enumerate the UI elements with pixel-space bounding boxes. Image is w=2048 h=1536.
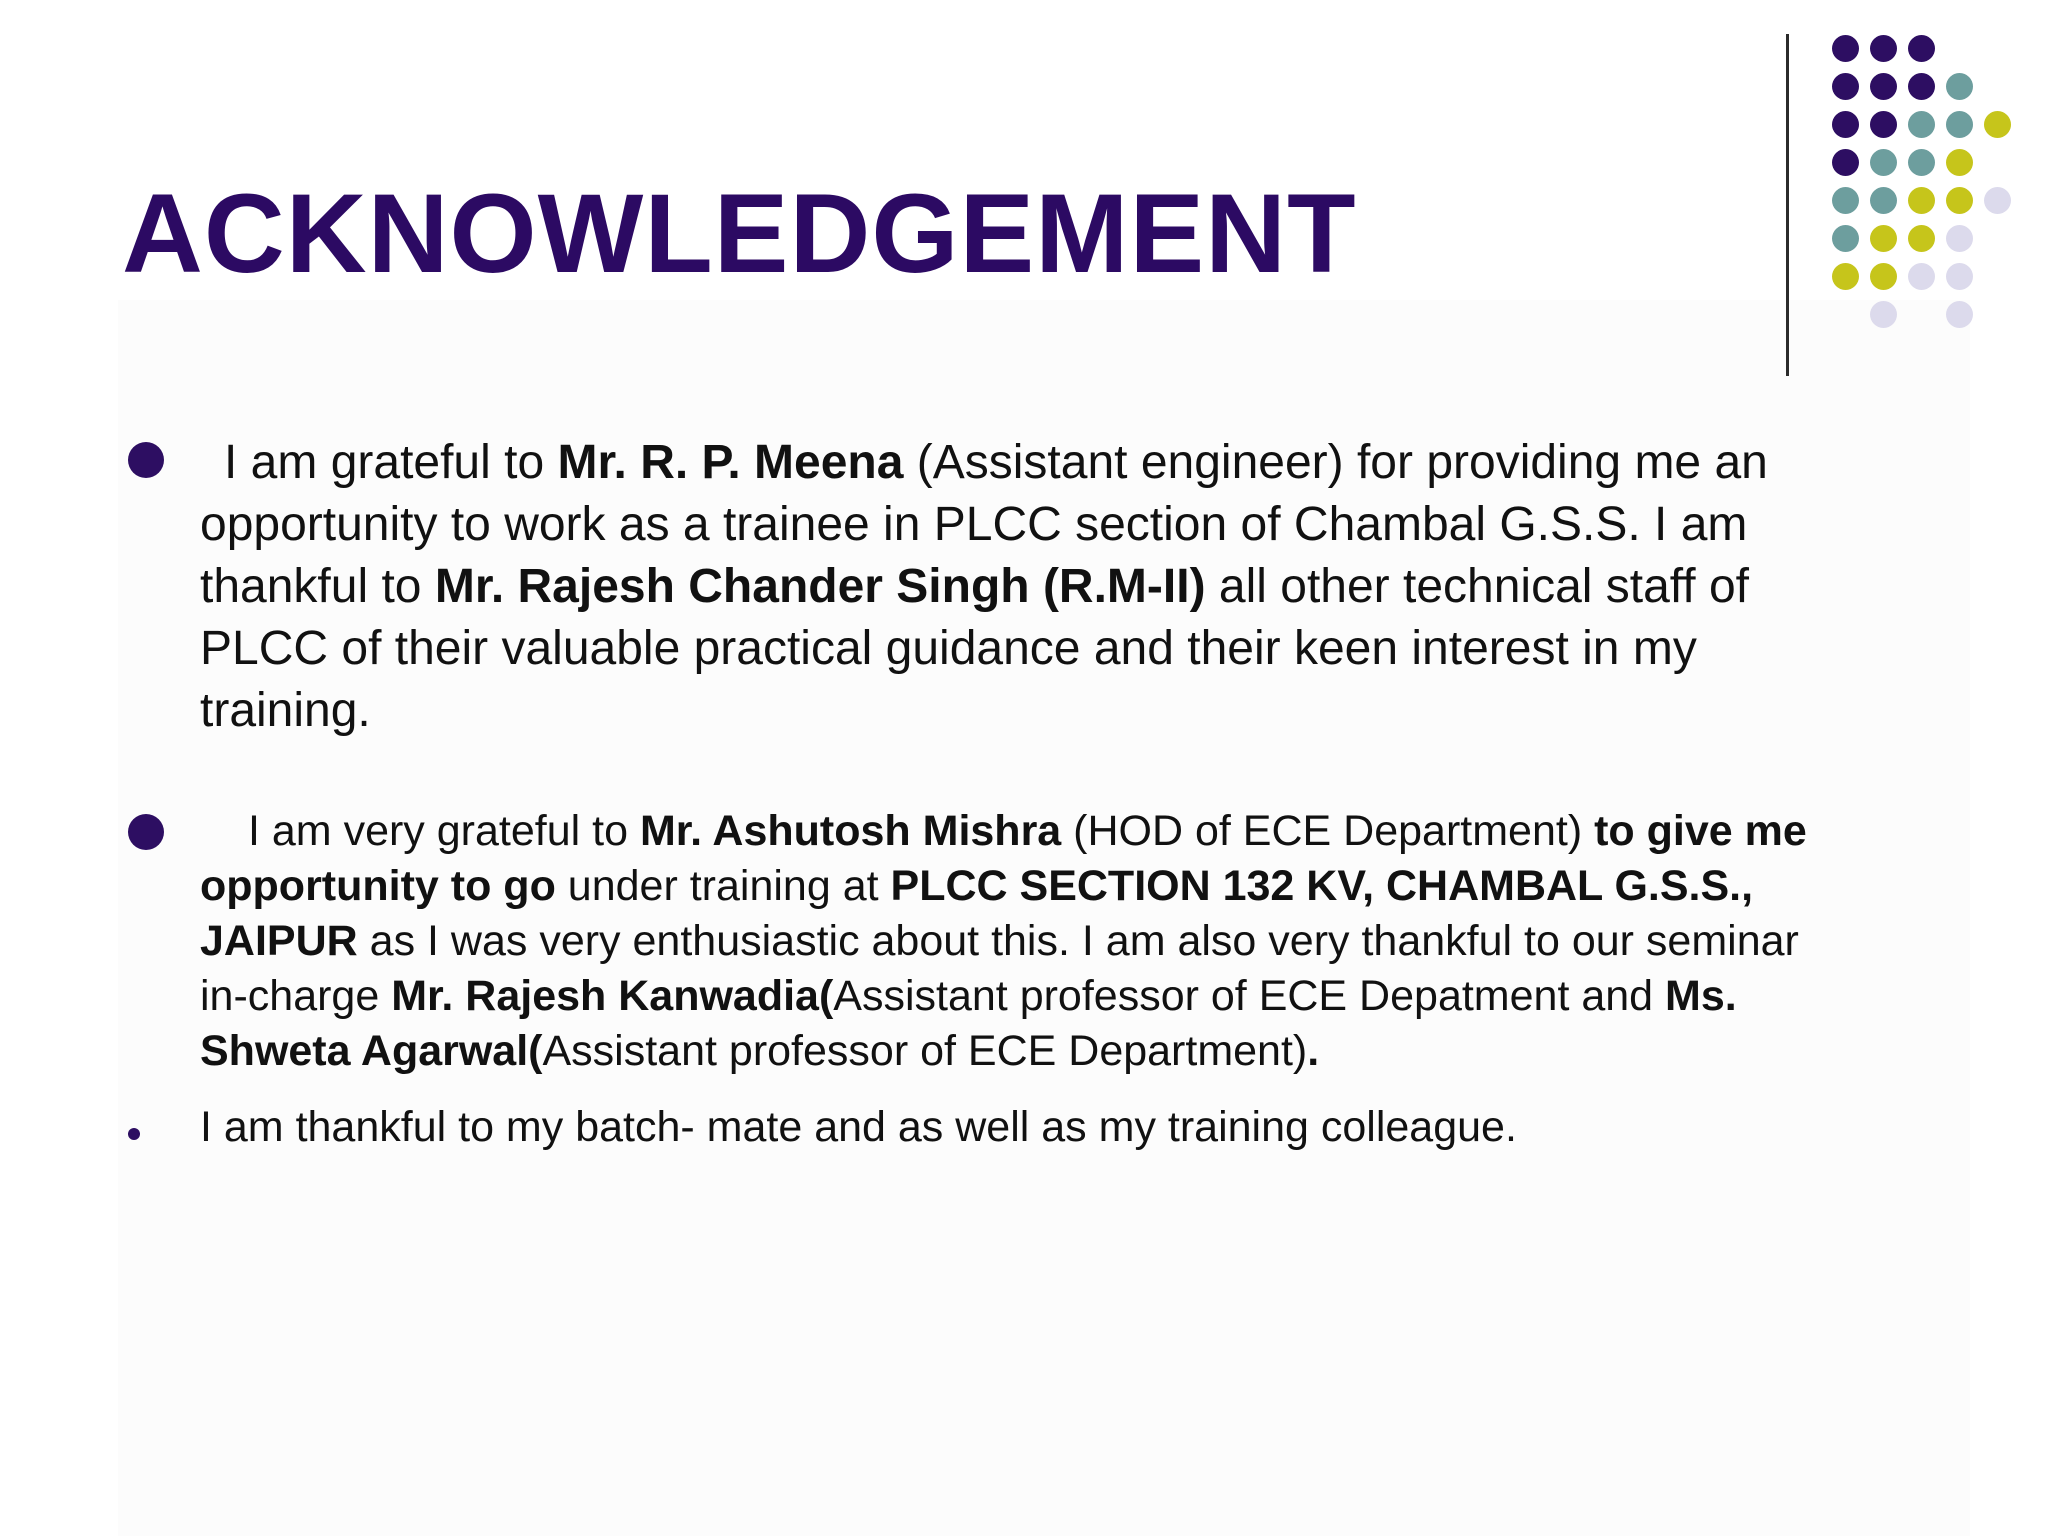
text-run-bold: JAIPUR <box>200 917 358 965</box>
text-run: I am grateful to <box>224 436 558 489</box>
dot <box>1946 225 1973 252</box>
divider-line <box>1786 34 1789 376</box>
text-line <box>200 969 1940 1024</box>
dot <box>1832 73 1859 100</box>
dot <box>1832 35 1859 62</box>
text-run: thankful to <box>200 560 435 613</box>
text-run: all other technical staff of <box>1205 560 1749 613</box>
dot <box>1946 111 1973 138</box>
dot <box>1870 35 1897 62</box>
dot <box>1870 225 1897 252</box>
dot <box>1832 225 1859 252</box>
dot <box>1908 263 1935 290</box>
text-line: opportunity to work as a trainee in PLCC section of Chambal G.S.S. I am <box>200 498 1748 551</box>
text-line: PLCC of their valuable practical guidance and their keen interest in my <box>200 622 1697 675</box>
text-line <box>200 556 1940 618</box>
dot <box>1946 263 1973 290</box>
dot <box>1870 187 1897 214</box>
bullet-marker <box>128 442 164 478</box>
text-run: (HOD of ECE Department) <box>1061 807 1595 855</box>
text-line: training. <box>200 684 371 737</box>
dot <box>1832 263 1859 290</box>
text-run-bold: to give me <box>1594 807 1807 855</box>
text-line <box>200 804 1940 859</box>
dot <box>1908 35 1935 62</box>
text-line <box>200 1024 1940 1079</box>
text-run-bold: opportunity to go <box>200 862 556 910</box>
dot <box>1908 187 1935 214</box>
text-run: (Assistant engineer) for providing me an <box>903 436 1768 489</box>
dot <box>1908 73 1935 100</box>
dot <box>1832 149 1859 176</box>
text-run-bold: . <box>1307 1027 1320 1075</box>
text-run: Assistant professor of ECE Depatment and <box>833 972 1666 1020</box>
dot <box>1870 149 1897 176</box>
text-run: in-charge <box>200 972 392 1020</box>
dot <box>1908 111 1935 138</box>
dot <box>1946 73 1973 100</box>
dot <box>1832 111 1859 138</box>
text-run: Assistant professor of ECE Department) <box>542 1027 1308 1075</box>
text-line <box>200 914 1940 969</box>
text-run: I am very grateful to <box>248 807 640 855</box>
text-line <box>200 859 1940 914</box>
dot <box>1832 187 1859 214</box>
dot <box>1908 225 1935 252</box>
paragraph-1 <box>200 432 1940 742</box>
dot <box>1908 149 1935 176</box>
name-ms-shweta-agarwal: Shweta Agarwal( <box>200 1027 543 1075</box>
dot <box>1870 73 1897 100</box>
text-run-bold: PLCC SECTION 132 KV, CHAMBAL G.S.S., <box>890 862 1754 910</box>
paragraph-3: I am thankful to my batch- mate and as well as my training colleague. <box>200 1103 1517 1151</box>
dot <box>1946 149 1973 176</box>
text-line <box>200 432 1940 494</box>
bullet-marker <box>128 1128 140 1140</box>
text-run: under training at <box>555 862 891 910</box>
name-mr-ashutosh-mishra: Mr. Ashutosh Mishra <box>639 807 1062 855</box>
dot <box>1946 187 1973 214</box>
paragraph-2 <box>200 804 1940 1079</box>
text-run: as I was very enthusiastic about this. I am also very thankful to our seminar <box>357 917 1799 965</box>
dot <box>1870 111 1897 138</box>
slide-title: ACKNOWLEDGEMENT <box>122 171 1357 296</box>
name-mr-rajesh-kanwadia: Mr. Rajesh Kanwadia( <box>391 972 834 1020</box>
dot <box>1984 111 2011 138</box>
dot <box>1984 187 2011 214</box>
dot <box>1870 263 1897 290</box>
name-mr-r-p-meena: Mr. R. P. Meena <box>557 436 904 489</box>
bullet-marker <box>128 814 164 850</box>
name-mr-rajesh-chander-singh: Mr. Rajesh Chander Singh (R.M-II) <box>434 560 1206 613</box>
text-run-bold: Ms. <box>1665 972 1737 1020</box>
